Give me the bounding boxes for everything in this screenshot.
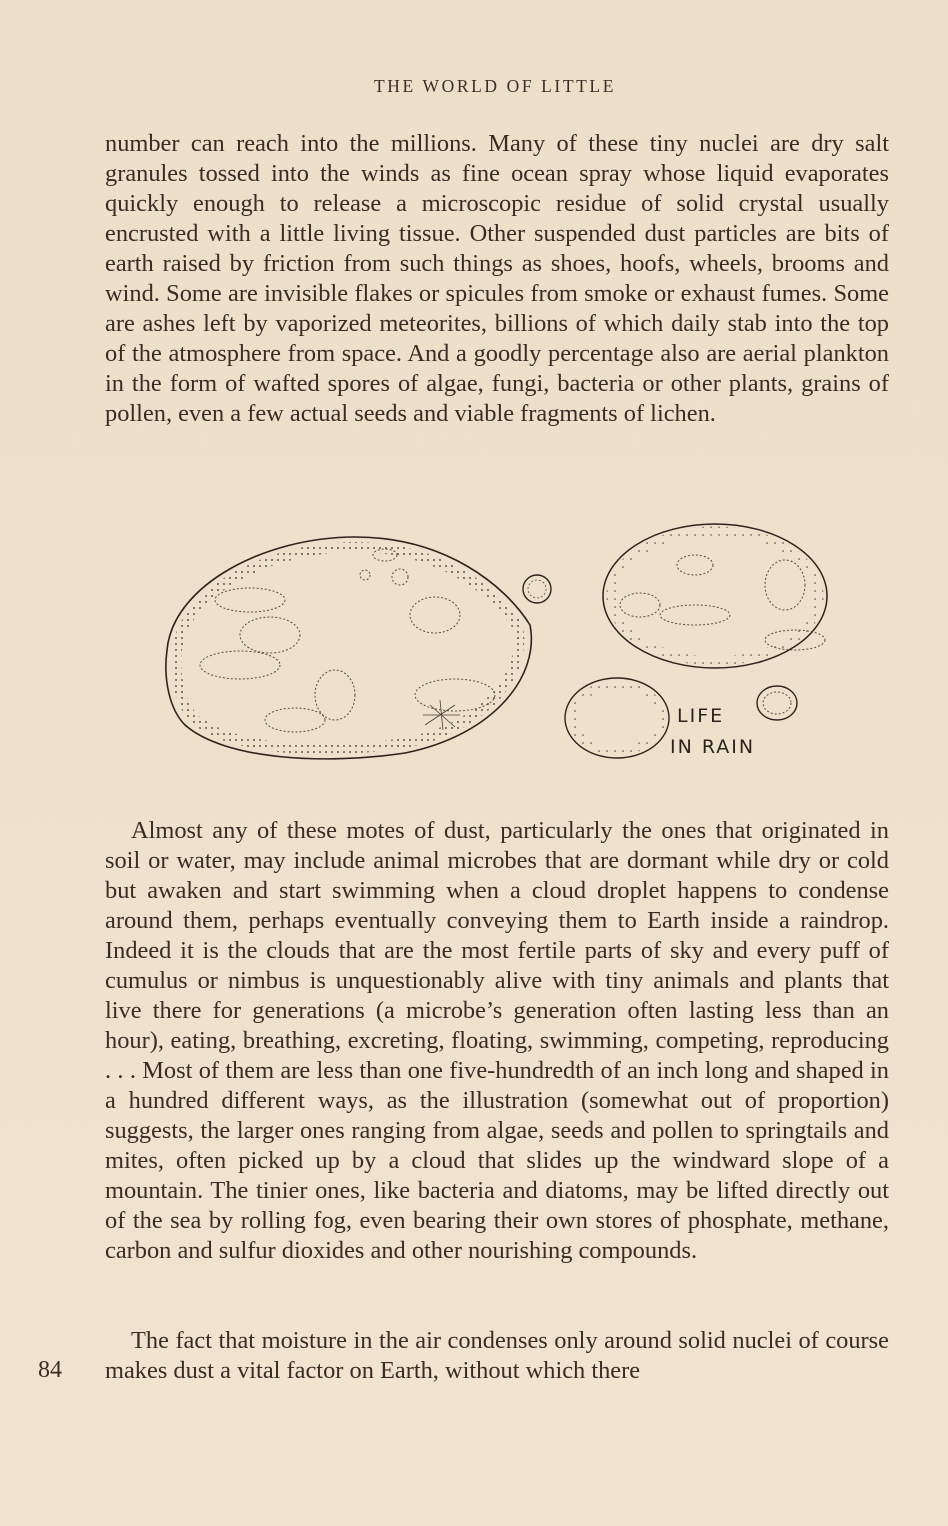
- caption-life: LIFE: [677, 705, 725, 727]
- page-number: 84: [38, 1357, 62, 1383]
- tiny-raindrop: [523, 575, 551, 603]
- paragraph-1: number can reach into the millions. Many of these tiny nuclei are dry salt granules tossed into the winds as fine ocean spray whose liquid evaporates quickly enough to release a microscopic residue of solid crystal usually encrusted with a little living tissue. Other suspended dust particles are bits of earth raised by friction from such things as shoes, hoofs, wheels, brooms and wind. Some are invisible flakes or spicules from smoke or exhaust fumes. Some are ashes left by vaporized meteorites, billions of which daily stab into the top of the atmosphere from space. And a goodly percentage also are aerial plankton in the form of wafted spores of algae, fungi, bacteria or other plants, grains of pollen, even a few actual seeds and viable fragments of lichen.: [105, 130, 889, 427]
- life-in-rain-illustration: [155, 515, 845, 775]
- paragraph-3: The fact that moisture in the air condenses only around solid nuclei of course makes dust a vital factor on Earth, without which there: [105, 1327, 889, 1384]
- caption-in-rain: IN RAIN: [670, 736, 756, 758]
- running-head: THE WORLD OF LITTLE: [373, 76, 617, 96]
- medium-raindrop: [603, 524, 827, 668]
- tiny-raindrop-right: [757, 686, 797, 720]
- paragraph-2: Almost any of these motes of dust, particularly the ones that originated in soil or water, may include animal microbes that are dormant while dry or cold but awaken and start swimming when a cloud droplet happens to condense around them, perhaps eventually conveying them to Earth inside a raindrop. Indeed it is the clouds that are the most fertile parts of sky and every puff of cumulus or nimbus is unquestionably alive with tiny animals and plants that live there for generations (a microbe’s generation often lasting less than an hour), eating, breathing, excreting, floating, swimming, competing, reproducing . . . Most of them are less than one five-hundredth of an inch long and shaped in a hundred different ways, as the illustration (somewhat out of proportion) suggests, the larger ones ranging from algae, seeds and pollen to springtails and mites, often picked up by a cloud that slides up the windward slope of a mountain. The tinier ones, like bacteria and diatoms, may be lifted directly out of the sea by rolling fog, even bearing their own stores of phosphate, methane, carbon and sulfur dioxides and other nourishing compounds.: [105, 817, 889, 1264]
- large-raindrop: [166, 537, 531, 759]
- small-raindrop: [565, 678, 669, 758]
